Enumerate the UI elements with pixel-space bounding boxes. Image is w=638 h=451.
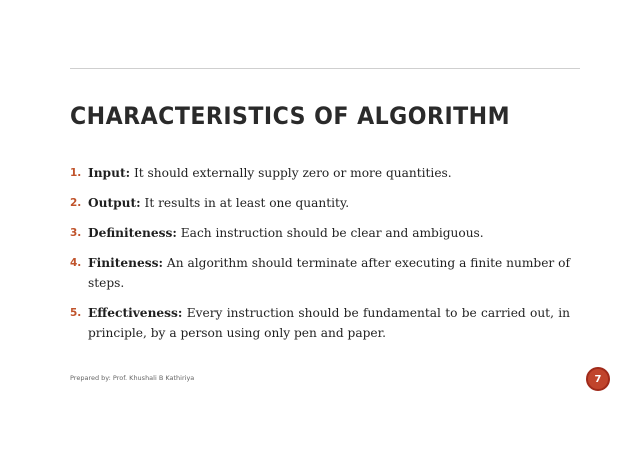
top-divider xyxy=(70,68,580,69)
item-number: 2. xyxy=(70,197,82,209)
item-content xyxy=(88,163,570,183)
item-term: Finiteness: xyxy=(88,256,163,270)
item-term: Input: xyxy=(88,166,131,180)
item-number: 3. xyxy=(70,227,82,239)
item-number: 1. xyxy=(70,167,82,179)
item-text: It results in at least one quantity. xyxy=(144,196,350,210)
list-item xyxy=(70,303,570,343)
item-content xyxy=(88,193,570,213)
characteristics-list xyxy=(70,163,570,353)
list-item xyxy=(70,193,570,213)
item-term: Effectiveness: xyxy=(88,306,183,320)
item-term: Definiteness: xyxy=(88,226,177,240)
item-term: Output: xyxy=(88,196,141,210)
list-item xyxy=(70,223,570,243)
list-item xyxy=(70,253,570,293)
item-number: 4. xyxy=(70,257,82,269)
item-content xyxy=(88,253,570,293)
item-content xyxy=(88,223,570,243)
list-item xyxy=(70,163,570,183)
item-text: An algorithm should terminate after executing a finite number of steps. xyxy=(88,256,570,290)
page-number: 7 xyxy=(594,373,602,385)
item-text: Every instruction should be fundamental to be carried out, in principle, by a person using only pen and paper. xyxy=(88,306,570,340)
item-text: Each instruction should be clear and ambiguous. xyxy=(180,226,484,240)
footer-credit: Prepared by: Prof. Khushali B Kathiriya xyxy=(70,374,195,382)
item-content xyxy=(88,303,570,343)
item-text: It should externally supply zero or more quantities. xyxy=(133,166,452,180)
item-number: 5. xyxy=(70,307,82,319)
page-number-badge xyxy=(586,367,610,391)
slide-title: CHARACTERISTICS OF ALGORITHM xyxy=(70,102,511,130)
